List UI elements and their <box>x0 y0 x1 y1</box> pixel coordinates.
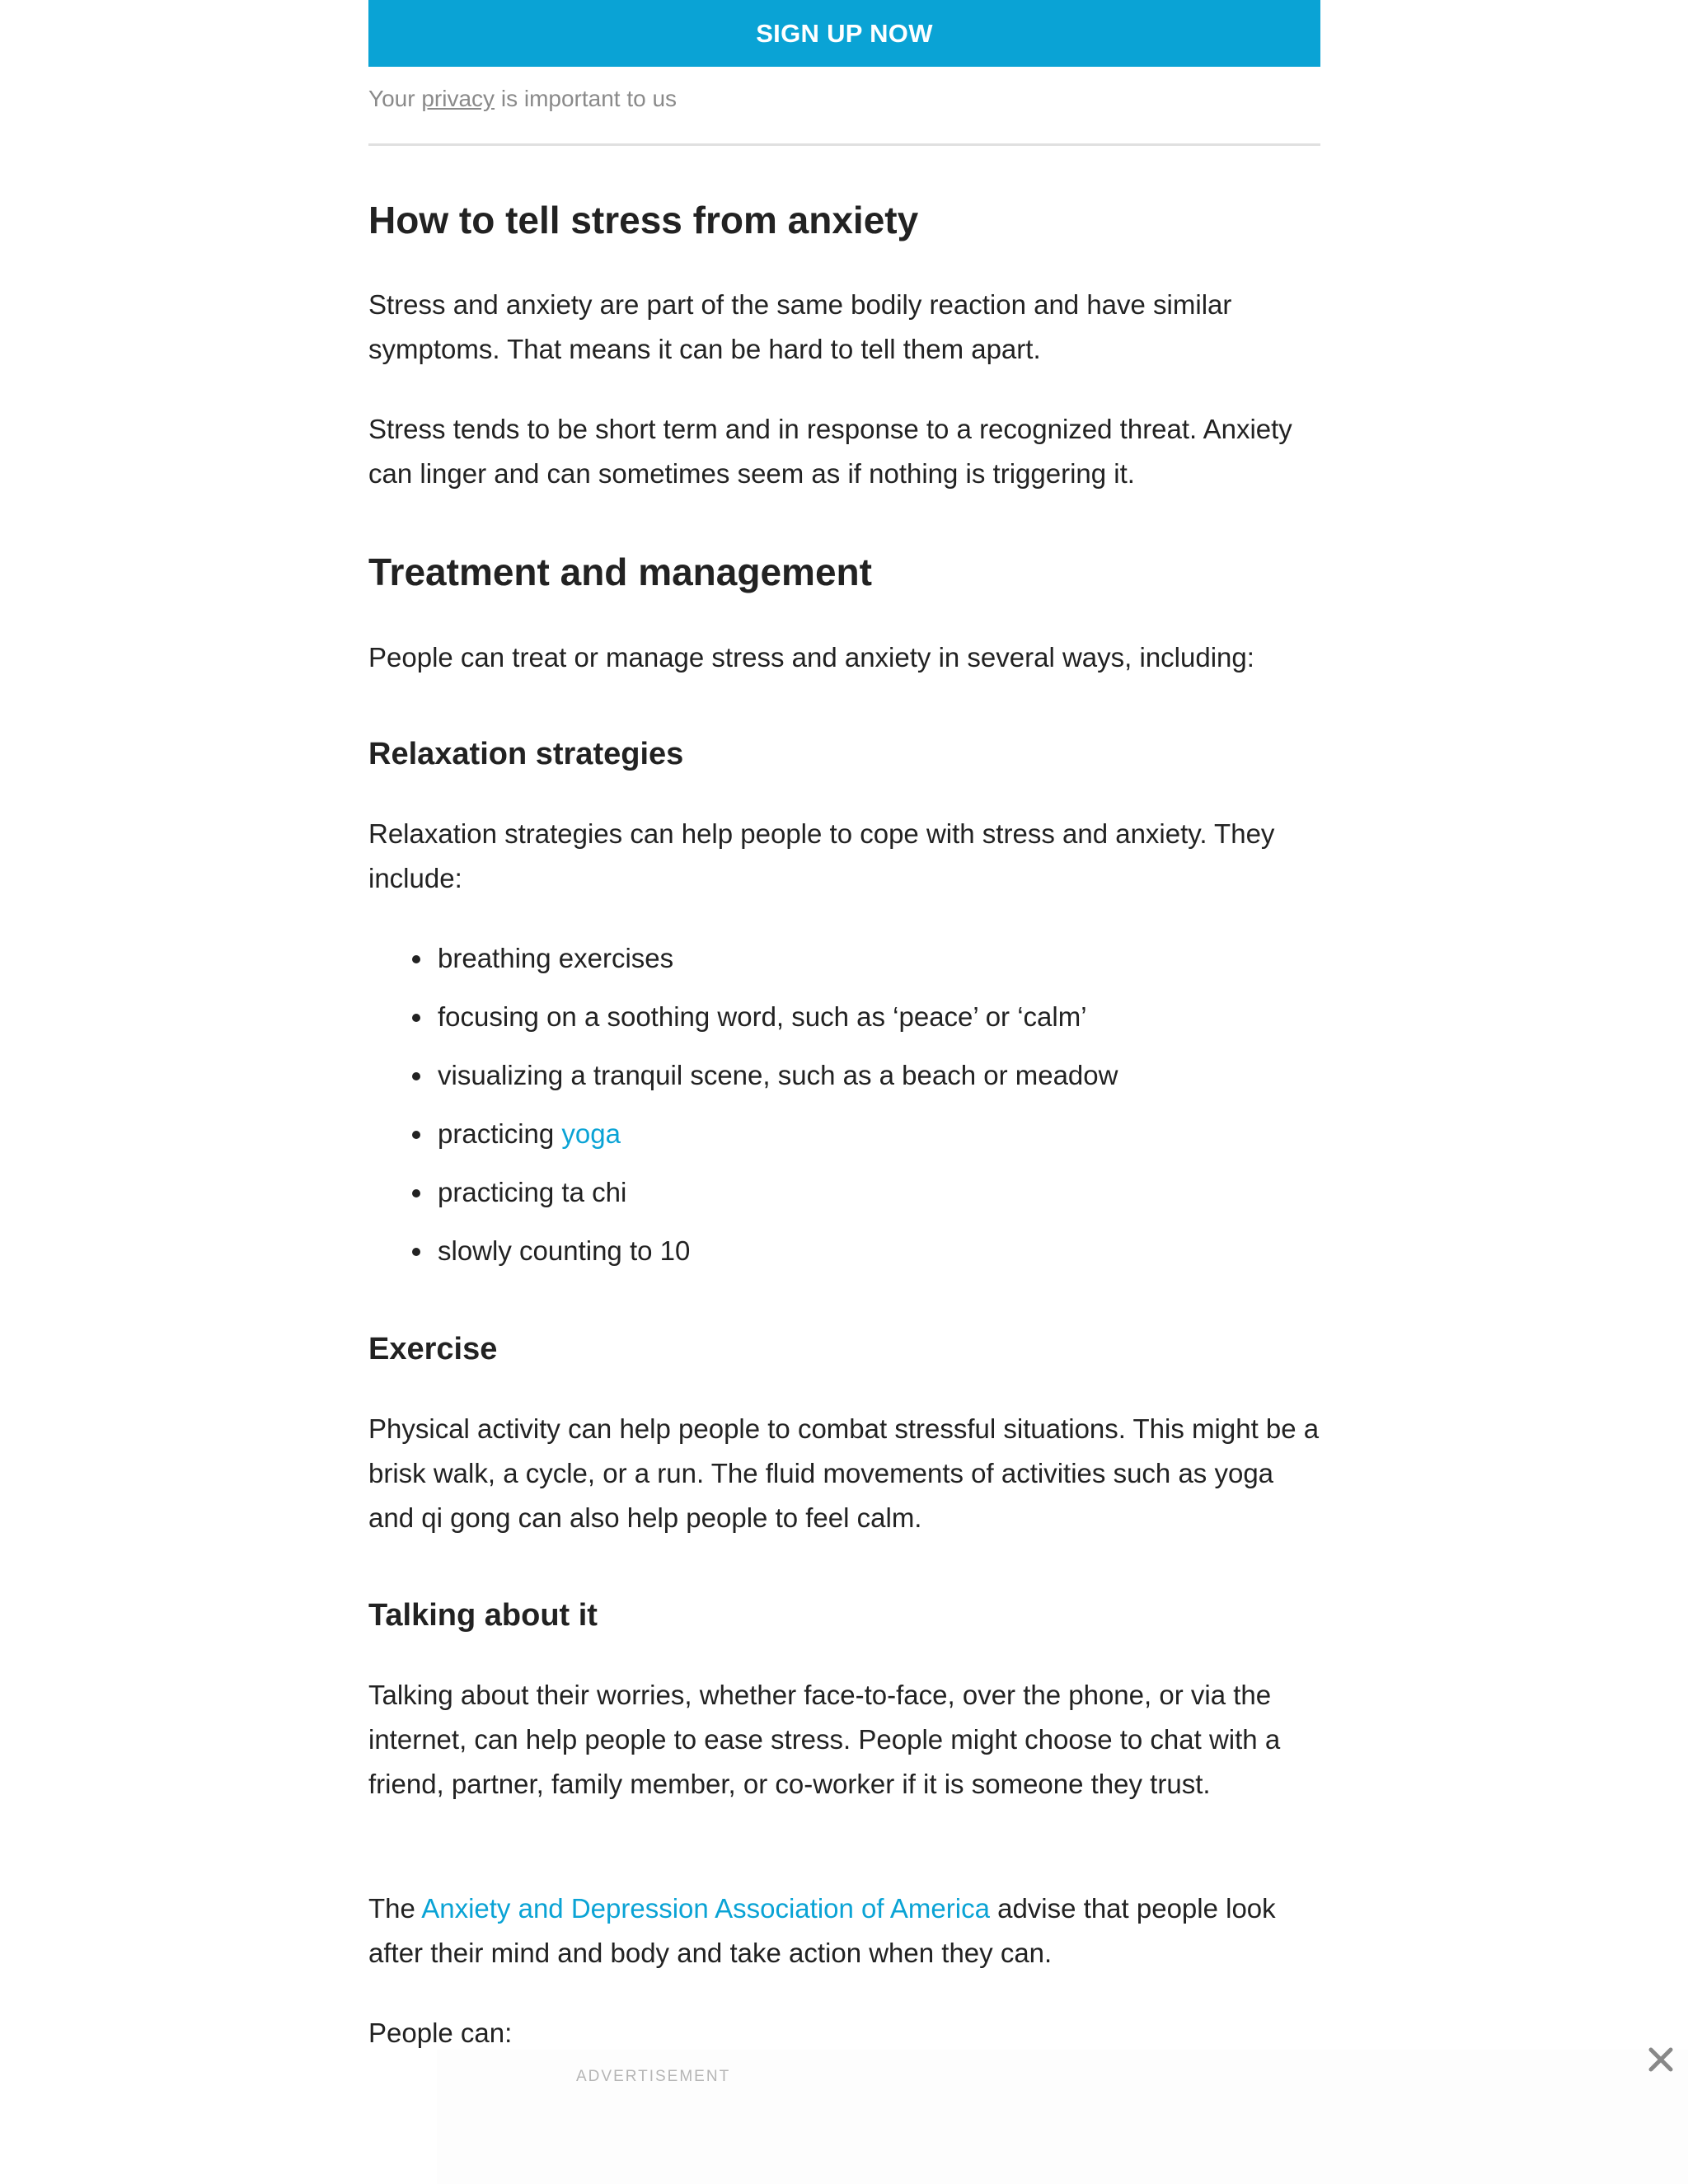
paragraph-people-can: People can: <box>368 2018 513 2048</box>
privacy-prefix: Your <box>368 86 422 111</box>
heading-stress-vs-anxiety: How to tell stress from anxiety <box>368 199 919 241</box>
privacy-note <box>368 86 677 112</box>
list-item: practicing ta chi <box>438 1168 1320 1226</box>
adaa-link[interactable]: Anxiety and Depression Association of America <box>421 1893 990 1924</box>
yoga-link[interactable]: yoga <box>561 1118 621 1149</box>
list-item: visualizing a tranquil scene, such as a beach or meadow <box>438 1051 1320 1109</box>
paragraph-exercise: Physical activity can help people to combat stressful situations. This might be a brisk walk, a cycle, or a run. The fluid movements of activities such as yoga and qi gong can also help people to feel calm. <box>368 1413 1320 1533</box>
close-icon[interactable] <box>1643 2041 1679 2078</box>
adaa-prefix: The <box>368 1893 422 1924</box>
paragraph-talking: Talking about their worries, whether face-to-face, over the phone, or via the internet, can help people to ease stress. People might choose to chat with a friend, partner, family member, or co-worker if it is someone they trust. <box>368 1680 1281 1799</box>
paragraph-adaa <box>368 1886 1320 1975</box>
adaa-suffix: advise that people look after their mind and body and take action when they can. <box>368 1893 1276 1968</box>
list-item-text: practicing <box>438 1118 562 1149</box>
list-item <box>438 1109 1320 1168</box>
paragraph-relaxation-intro: Relaxation strategies can help people to cope with stress and anxiety. They include: <box>368 818 1275 893</box>
list-item: focusing on a soothing word, such as ‘peace’ or ‘calm’ <box>438 992 1320 1051</box>
list-item: breathing exercises <box>438 934 1320 992</box>
paragraph-similar-symptoms: Stress and anxiety are part of the same bodily reaction and have similar symptoms. That means it can be hard to tell them apart. <box>368 289 1232 364</box>
heading-exercise: Exercise <box>368 1332 498 1366</box>
advertisement-label: ADVERTISEMENT <box>576 2068 731 2085</box>
article-column <box>368 0 1320 2048</box>
paragraph-treatment-intro: People can treat or manage stress and anxiety in several ways, including: <box>368 642 1254 673</box>
heading-relaxation: Relaxation strategies <box>368 737 684 771</box>
section-divider <box>368 143 1320 146</box>
heading-treatment: Treatment and management <box>368 551 872 593</box>
heading-talking: Talking about it <box>368 1598 598 1633</box>
sign-up-now-button[interactable]: SIGN UP NOW <box>368 0 1320 67</box>
privacy-suffix: is important to us <box>495 86 678 111</box>
list-item: slowly counting to 10 <box>438 1226 1320 1285</box>
paragraph-short-term: Stress tends to be short term and in response to a recognized threat. Anxiety can linger and can sometimes seem as if nothing is triggering it. <box>368 414 1292 489</box>
close-icon-glyph <box>1643 2041 1679 2078</box>
privacy-link[interactable]: privacy <box>421 86 495 111</box>
relaxation-list <box>368 934 1320 1285</box>
